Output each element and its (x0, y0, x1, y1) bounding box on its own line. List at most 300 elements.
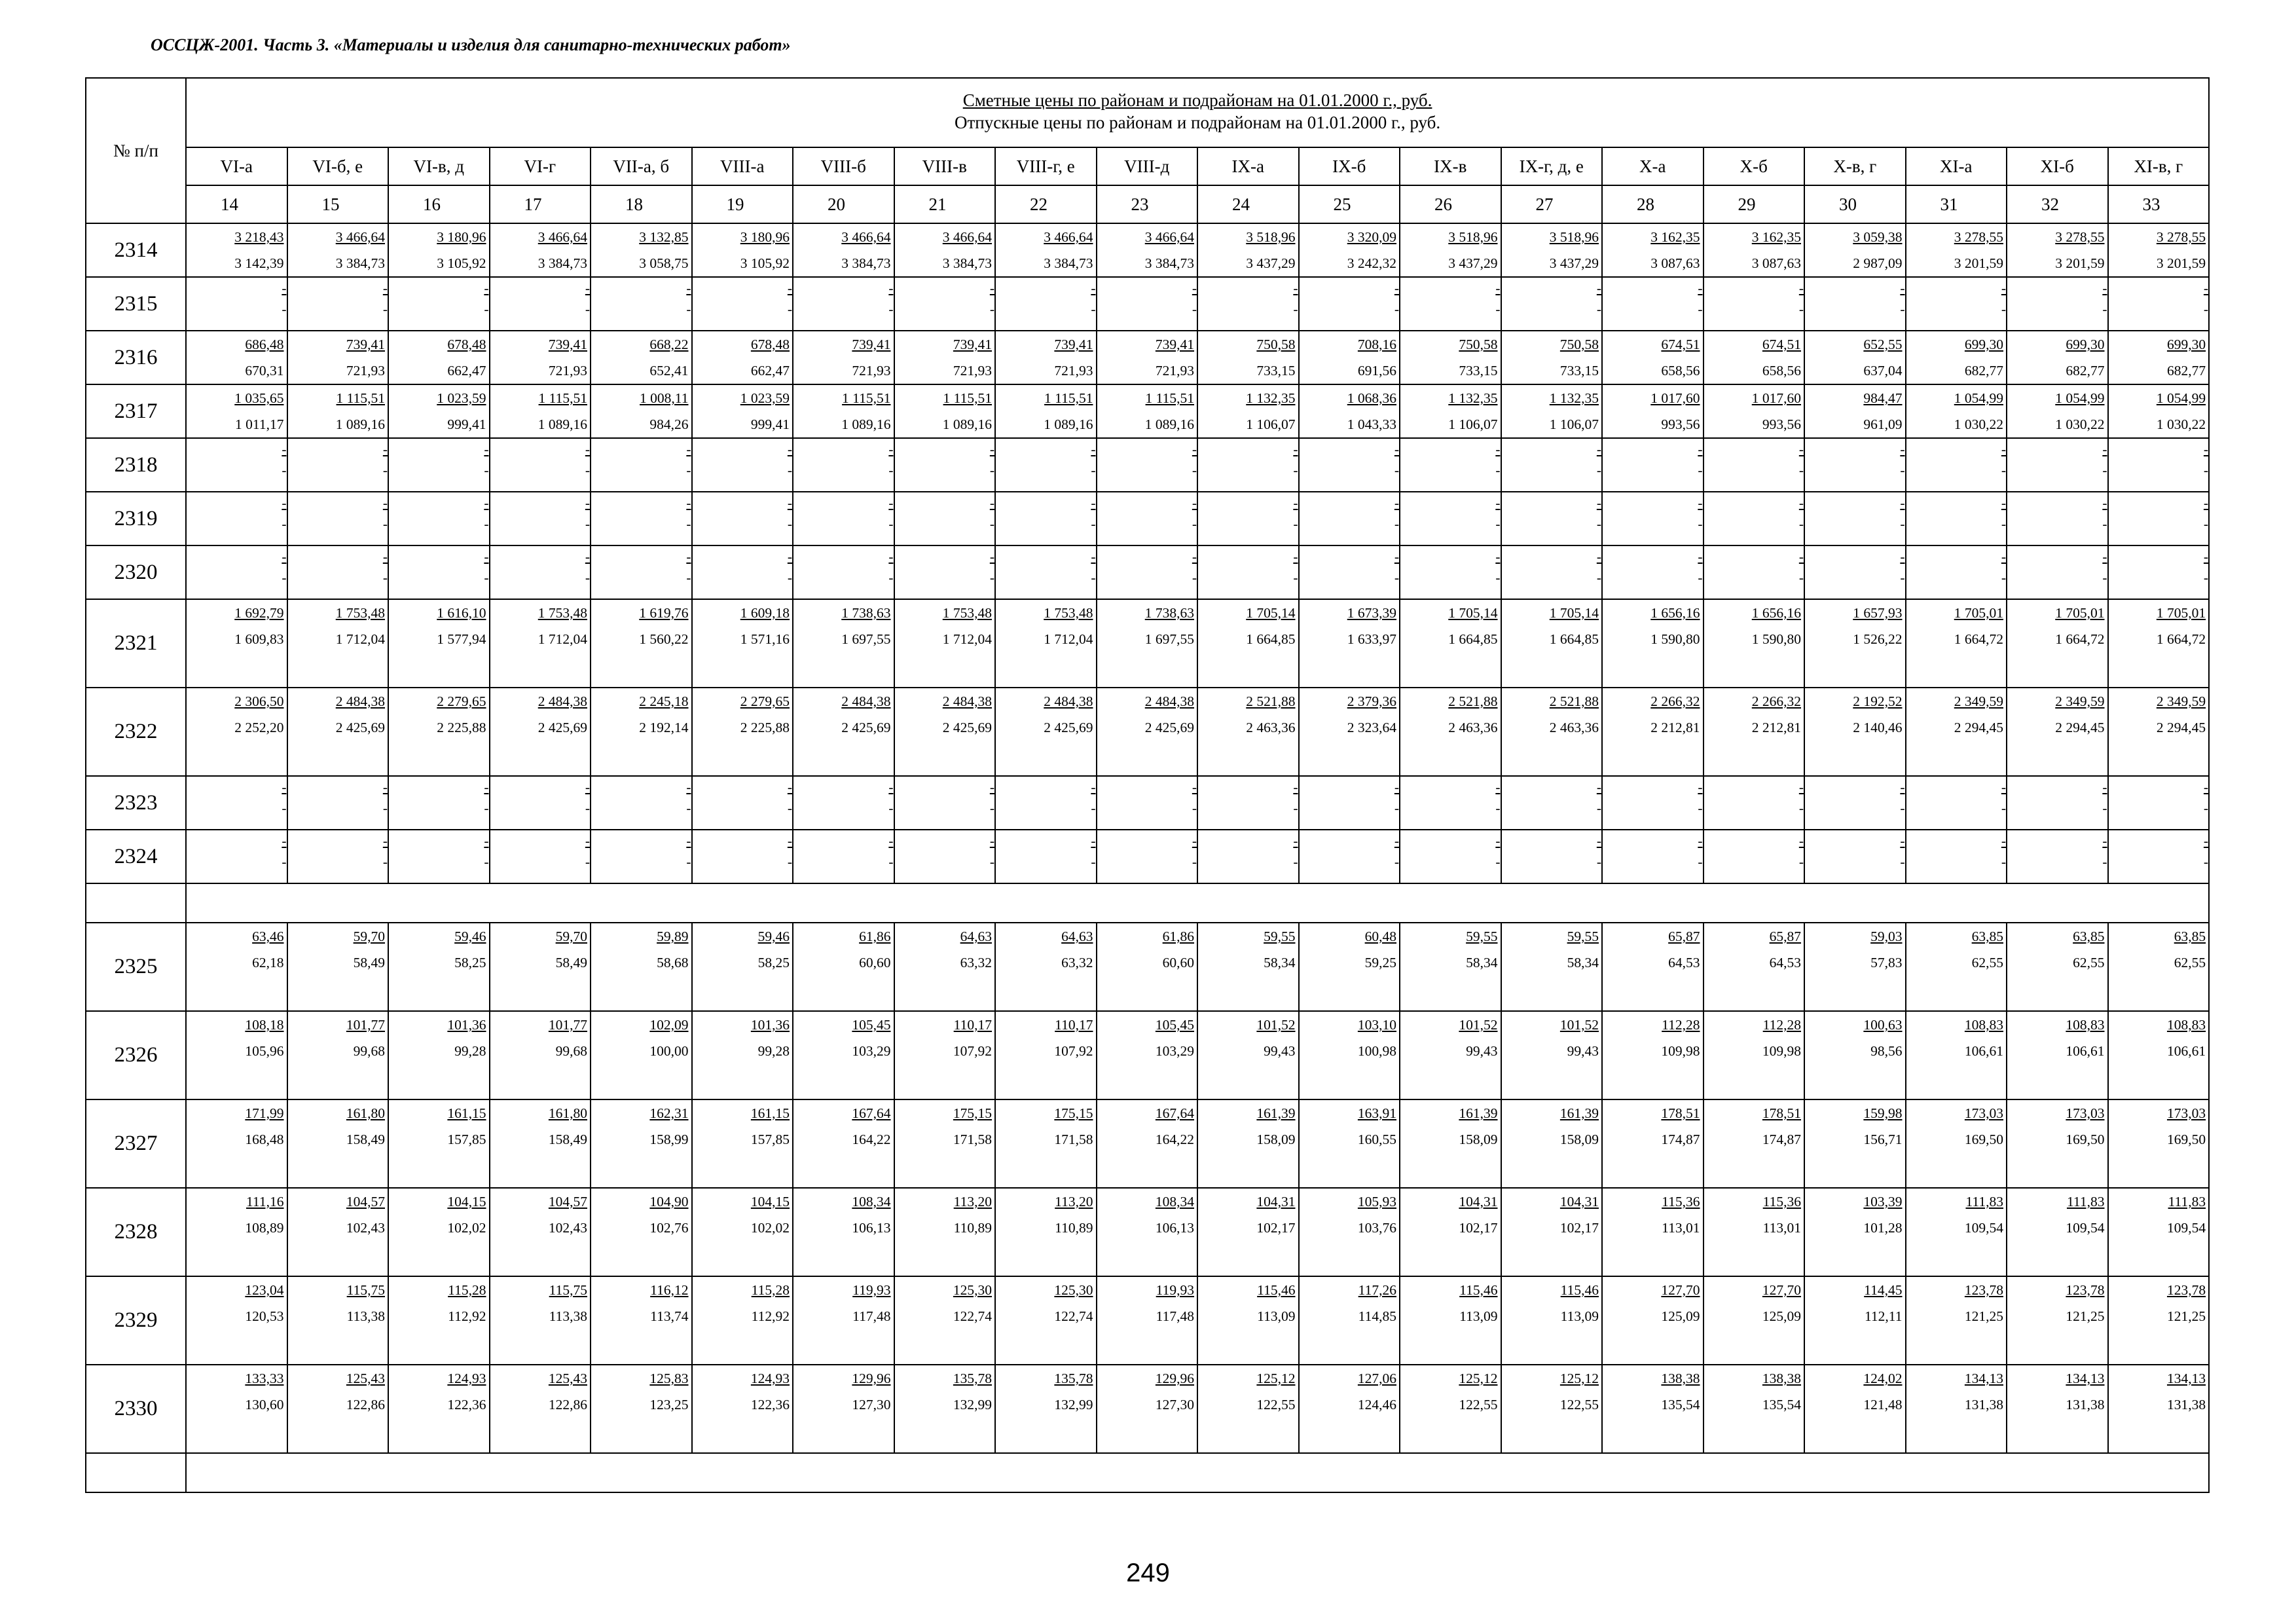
selling-price-dash: - (686, 800, 691, 816)
selling-price: 2 192,14 (639, 720, 689, 735)
estimated-price: 178,51 (1762, 1105, 1801, 1121)
empty-price-cell (591, 492, 692, 545)
estimated-price: 1 619,76 (639, 605, 689, 621)
price-cell (490, 384, 591, 438)
estimated-price: 59,70 (353, 929, 385, 944)
estimated-price: 115,28 (448, 1282, 486, 1298)
selling-price: 2 225,88 (740, 720, 790, 735)
price-cell (186, 1188, 287, 1276)
estimated-price-dash: - (2102, 549, 2107, 564)
price-cell (1197, 923, 1299, 1011)
selling-price-dash: - (1293, 854, 1298, 870)
price-cell (388, 1011, 490, 1099)
empty-price-cell (1602, 438, 1704, 492)
estimated-price: 59,46 (454, 929, 486, 944)
price-cell (995, 1365, 1097, 1453)
separator-cell (86, 883, 186, 923)
selling-price: 130,60 (245, 1397, 284, 1412)
price-cell (1906, 384, 2007, 438)
empty-price-cell (1197, 776, 1299, 830)
estimated-price: 100,63 (1863, 1017, 1903, 1033)
selling-price-dash: - (585, 570, 590, 585)
selling-price: 984,26 (649, 416, 689, 432)
district-header: VI-б, е (287, 147, 389, 185)
price-cell (2108, 599, 2210, 688)
column-number: 25 (1299, 185, 1400, 223)
district-header: IX-б (1299, 147, 1400, 185)
selling-price: 1 712,04 (1044, 631, 1093, 647)
selling-price: 1 106,07 (1448, 416, 1498, 432)
estimated-price: 117,26 (1358, 1282, 1396, 1298)
selling-price: 122,55 (1256, 1397, 1296, 1412)
selling-price: 109,54 (2166, 1220, 2206, 1236)
price-cell (186, 688, 287, 776)
price-cell (1602, 599, 1704, 688)
price-cell (1501, 384, 1603, 438)
estimated-price: 65,87 (1668, 929, 1700, 944)
price-cell (287, 1099, 389, 1188)
estimated-price: 2 484,38 (335, 693, 385, 709)
empty-price-cell (1804, 277, 1906, 331)
selling-prices-caption: Отпускные цены по районам и подрайонам на 01.01.2000 г., руб. (954, 113, 1441, 132)
table-row (86, 1276, 2209, 1365)
empty-price-cell (591, 277, 692, 331)
row-number: 2328 (86, 1188, 186, 1276)
price-cell (1501, 599, 1603, 688)
estimated-price: 161,80 (346, 1105, 385, 1121)
price-cell (388, 1365, 490, 1453)
selling-price-dash: - (888, 301, 894, 317)
selling-price: 113,09 (1257, 1308, 1296, 1324)
price-cell (2007, 223, 2108, 277)
empty-price-cell (1299, 776, 1400, 830)
estimated-price: 173,03 (2066, 1105, 2105, 1121)
price-cell (2108, 1099, 2210, 1188)
price-cell (388, 599, 490, 688)
price-cell (2007, 384, 2108, 438)
selling-price: 124,46 (1357, 1397, 1396, 1412)
selling-price: 114,85 (1358, 1308, 1396, 1324)
price-cell (591, 1276, 692, 1365)
price-cell (1400, 688, 1501, 776)
selling-price-dash: - (1698, 570, 1703, 585)
column-number: 14 (186, 185, 287, 223)
estimated-price-dash: - (2001, 441, 2006, 457)
empty-price-cell (1704, 438, 1805, 492)
selling-price: 2 425,69 (1144, 720, 1194, 735)
selling-price: 113,01 (1762, 1220, 1801, 1236)
price-cell (186, 923, 287, 1011)
selling-price: 2 294,45 (2156, 720, 2206, 735)
selling-price: 168,48 (245, 1132, 284, 1147)
estimated-price: 173,03 (1964, 1105, 2003, 1121)
selling-price: 1 030,22 (2156, 416, 2206, 432)
empty-price-cell (2007, 545, 2108, 599)
price-cell (692, 1099, 793, 1188)
empty-price-cell (490, 492, 591, 545)
column-number: 31 (1906, 185, 2007, 223)
price-cell (1602, 1188, 1704, 1276)
price-cell (1501, 688, 1603, 776)
empty-price-cell (1704, 492, 1805, 545)
price-cell (287, 923, 389, 1011)
district-header: IX-в (1400, 147, 1501, 185)
empty-price-cell (1097, 830, 1198, 883)
selling-price: 3 058,75 (639, 255, 689, 271)
empty-price-cell (894, 277, 996, 331)
estimated-price: 63,46 (252, 929, 284, 944)
selling-price: 1 526,22 (1853, 631, 1903, 647)
estimated-price-dash: - (888, 495, 894, 511)
price-cell (1906, 1011, 2007, 1099)
price-cell (1097, 1011, 1198, 1099)
selling-price: 2 425,69 (942, 720, 992, 735)
table-row (86, 1011, 2209, 1099)
empty-price-cell (287, 830, 389, 883)
estimated-price: 3 278,55 (2156, 229, 2206, 245)
estimated-price-dash: - (787, 495, 792, 511)
selling-price: 164,22 (852, 1132, 891, 1147)
estimated-price-dash: - (888, 549, 894, 564)
selling-price-dash: - (382, 800, 388, 816)
table-row (86, 384, 2209, 438)
selling-price: 102,02 (447, 1220, 486, 1236)
price-cell (1097, 1188, 1198, 1276)
selling-price-dash: - (382, 516, 388, 532)
price-cell (591, 1099, 692, 1188)
selling-price-dash: - (989, 570, 994, 585)
price-cell (1299, 1365, 1400, 1453)
selling-price-dash: - (484, 854, 489, 870)
estimated-price: 2 245,18 (639, 693, 689, 709)
price-cell (1097, 384, 1198, 438)
price-cell (1299, 1011, 1400, 1099)
price-cell (1906, 688, 2007, 776)
selling-price-dash: - (888, 516, 894, 532)
selling-price: 721,93 (1155, 363, 1194, 378)
column-number: 30 (1804, 185, 1906, 223)
empty-price-cell (793, 277, 894, 331)
estimated-price: 3 278,55 (1954, 229, 2003, 245)
estimated-price-dash: - (1596, 549, 1601, 564)
price-cell (995, 1188, 1097, 1276)
estimated-price: 108,83 (2166, 1017, 2206, 1033)
price-cell (287, 384, 389, 438)
estimated-price-dash: - (282, 833, 287, 849)
estimated-price-dash: - (1798, 779, 1804, 795)
selling-price: 1 106,07 (1549, 416, 1599, 432)
estimated-price-dash: - (282, 441, 287, 457)
estimated-price: 127,06 (1357, 1371, 1396, 1386)
estimated-price-dash: - (1900, 441, 1905, 457)
estimated-price: 59,70 (555, 929, 587, 944)
estimated-price: 178,51 (1661, 1105, 1700, 1121)
selling-price: 658,56 (1661, 363, 1700, 378)
selling-price-dash: - (888, 570, 894, 585)
estimated-price: 1 656,16 (1751, 605, 1801, 621)
selling-price: 1 664,72 (1954, 631, 2003, 647)
price-cell (1501, 223, 1603, 277)
district-header-row (86, 147, 2209, 185)
price-cell (1299, 599, 1400, 688)
selling-price-dash: - (282, 800, 287, 816)
price-cell (1704, 384, 1805, 438)
district-header: X-а (1602, 147, 1704, 185)
selling-price-dash: - (989, 516, 994, 532)
selling-price: 721,93 (1054, 363, 1093, 378)
selling-price: 106,61 (2066, 1043, 2105, 1059)
selling-price: 58,34 (1264, 955, 1296, 970)
estimated-price-dash: - (1798, 549, 1804, 564)
price-cell (793, 1011, 894, 1099)
price-cell (591, 1011, 692, 1099)
price-cell (894, 1099, 996, 1188)
estimated-price: 65,87 (1769, 929, 1801, 944)
price-cell (1400, 923, 1501, 1011)
selling-price: 135,54 (1661, 1397, 1700, 1412)
selling-price: 58,34 (1466, 955, 1498, 970)
column-number: 20 (793, 185, 894, 223)
selling-price: 2 294,45 (2055, 720, 2105, 735)
selling-price-dash: - (1293, 516, 1298, 532)
district-header: X-б (1704, 147, 1805, 185)
price-cell (1602, 1099, 1704, 1188)
estimated-price: 2 349,59 (2055, 693, 2105, 709)
price-cell (1197, 1276, 1299, 1365)
estimated-price: 116,12 (650, 1282, 689, 1298)
estimated-price: 114,45 (1864, 1282, 1903, 1298)
estimated-price: 2 521,88 (1549, 693, 1599, 709)
empty-price-cell (1804, 830, 1906, 883)
estimated-price: 3 162,35 (1650, 229, 1700, 245)
estimated-price-dash: - (484, 495, 489, 511)
selling-price-dash: - (382, 462, 388, 478)
selling-price: 637,04 (1863, 363, 1903, 378)
empty-price-cell (1906, 438, 2007, 492)
estimated-price: 138,38 (1661, 1371, 1700, 1386)
separator-cell (186, 1453, 2209, 1492)
table-row (86, 277, 2209, 331)
selling-price-dash: - (1798, 570, 1804, 585)
empty-price-cell (1602, 776, 1704, 830)
price-cell (2007, 331, 2108, 384)
estimated-price: 134,13 (2066, 1371, 2105, 1386)
row-number: 2320 (86, 545, 186, 599)
selling-price-dash: - (1495, 854, 1501, 870)
selling-price: 112,92 (448, 1308, 486, 1324)
selling-price-dash: - (1091, 462, 1096, 478)
estimated-price: 3 162,35 (1751, 229, 1801, 245)
empty-price-cell (1299, 438, 1400, 492)
selling-price: 158,49 (548, 1132, 587, 1147)
price-cell (1299, 1099, 1400, 1188)
selling-price: 59,25 (1364, 955, 1396, 970)
estimated-price: 101,77 (346, 1017, 385, 1033)
empty-price-cell (995, 776, 1097, 830)
estimated-price: 699,30 (1964, 337, 2003, 352)
price-cell (995, 1276, 1097, 1365)
selling-price: 62,55 (2073, 955, 2105, 970)
selling-price: 2 323,64 (1347, 720, 1396, 735)
selling-price-dash: - (989, 800, 994, 816)
selling-price: 3 105,92 (740, 255, 790, 271)
row-number-header: № п/п (86, 78, 186, 223)
estimated-price: 105,45 (1155, 1017, 1194, 1033)
selling-price-dash: - (686, 516, 691, 532)
estimated-price: 101,36 (447, 1017, 486, 1033)
selling-price-dash: - (1596, 854, 1601, 870)
selling-price: 58,49 (353, 955, 385, 970)
selling-price-dash: - (1495, 462, 1501, 478)
estimated-price-dash: - (989, 833, 994, 849)
estimated-price: 750,58 (1256, 337, 1296, 352)
estimated-price-dash: - (686, 549, 691, 564)
price-cell (1197, 1011, 1299, 1099)
empty-price-cell (894, 492, 996, 545)
estimated-price: 1 705,01 (2055, 605, 2105, 621)
selling-price: 113,38 (549, 1308, 587, 1324)
estimated-price: 161,39 (1256, 1105, 1296, 1121)
table-row (86, 438, 2209, 492)
estimated-price: 104,57 (346, 1194, 385, 1209)
selling-price-dash: - (484, 516, 489, 532)
empty-price-cell (287, 776, 389, 830)
estimated-price-dash: - (686, 280, 691, 296)
price-cell (1299, 384, 1400, 438)
column-number: 27 (1501, 185, 1603, 223)
selling-price-dash: - (686, 570, 691, 585)
estimated-price: 1 609,18 (740, 605, 790, 621)
price-cell (1804, 923, 1906, 1011)
selling-price: 105,96 (245, 1043, 284, 1059)
estimated-price: 64,63 (1061, 929, 1093, 944)
selling-price: 113,74 (650, 1308, 689, 1324)
price-cell (793, 923, 894, 1011)
estimated-price-dash: - (787, 441, 792, 457)
estimated-price: 175,15 (953, 1105, 992, 1121)
price-cell (1299, 688, 1400, 776)
selling-price: 127,30 (1155, 1397, 1194, 1412)
selling-price: 102,76 (649, 1220, 689, 1236)
price-cell (1299, 331, 1400, 384)
estimated-price-dash: - (1900, 833, 1905, 849)
table-row (86, 599, 2209, 688)
selling-price: 174,87 (1661, 1132, 1700, 1147)
selling-price: 122,36 (447, 1397, 486, 1412)
price-cell (995, 923, 1097, 1011)
selling-price: 132,99 (953, 1397, 992, 1412)
price-cell (692, 599, 793, 688)
selling-price-dash: - (989, 301, 994, 317)
price-cell (1906, 1188, 2007, 1276)
price-cell (1097, 599, 1198, 688)
selling-price: 102,17 (1559, 1220, 1599, 1236)
column-number: 17 (490, 185, 591, 223)
selling-price: 58,49 (555, 955, 587, 970)
estimated-price: 134,13 (1964, 1371, 2003, 1386)
estimated-price: 115,46 (1257, 1282, 1296, 1298)
empty-price-cell (1400, 438, 1501, 492)
empty-price-cell (1704, 830, 1805, 883)
price-cell (1704, 1011, 1805, 1099)
empty-price-cell (2108, 545, 2210, 599)
selling-price-dash: - (1495, 516, 1501, 532)
empty-price-cell (1197, 830, 1299, 883)
estimated-price: 2 349,59 (2156, 693, 2206, 709)
selling-price: 98,56 (1870, 1043, 1903, 1059)
estimated-price: 161,15 (750, 1105, 790, 1121)
estimated-price-dash: - (787, 280, 792, 296)
estimated-price: 2 266,32 (1751, 693, 1801, 709)
estimated-price-dash: - (1091, 441, 1096, 457)
estimated-price: 108,83 (2066, 1017, 2105, 1033)
selling-price: 1 560,22 (639, 631, 689, 647)
estimated-price: 739,41 (1155, 337, 1194, 352)
estimated-price: 739,41 (953, 337, 992, 352)
empty-price-cell (388, 830, 490, 883)
estimated-price-dash: - (1091, 495, 1096, 511)
price-cell (1097, 1099, 1198, 1188)
estimated-price: 2 306,50 (234, 693, 284, 709)
estimated-price-dash: - (1192, 441, 1197, 457)
estimated-price: 125,43 (548, 1371, 587, 1386)
estimated-price: 115,46 (1459, 1282, 1498, 1298)
estimated-price: 127,70 (1661, 1282, 1700, 1298)
estimated-price: 2 484,38 (841, 693, 891, 709)
estimated-price-dash: - (382, 495, 388, 511)
selling-price: 1 712,04 (538, 631, 587, 647)
selling-price-dash: - (1394, 854, 1399, 870)
selling-price-dash: - (2203, 462, 2209, 478)
table-row (86, 830, 2209, 883)
estimated-price: 3 180,96 (437, 229, 486, 245)
price-cell (894, 688, 996, 776)
price-cell (186, 331, 287, 384)
district-header: VIII-г, е (995, 147, 1097, 185)
column-number: 18 (591, 185, 692, 223)
selling-price-dash: - (1394, 570, 1399, 585)
estimated-price: 708,16 (1357, 337, 1396, 352)
estimated-price-dash: - (1293, 280, 1298, 296)
selling-price-dash: - (686, 301, 691, 317)
price-cell (591, 331, 692, 384)
estimated-price-dash: - (888, 833, 894, 849)
empty-price-cell (1804, 776, 1906, 830)
empty-price-cell (692, 438, 793, 492)
price-cell (894, 1188, 996, 1276)
selling-price: 117,48 (1156, 1308, 1194, 1324)
estimated-price-dash: - (1091, 779, 1096, 795)
estimated-price: 1 054,99 (1954, 390, 2003, 406)
selling-price: 2 987,09 (1853, 255, 1903, 271)
estimated-price: 678,48 (750, 337, 790, 352)
estimated-price: 1 068,36 (1347, 390, 1396, 406)
estimated-price: 115,75 (346, 1282, 385, 1298)
estimated-price-dash: - (2203, 549, 2209, 564)
selling-price: 169,50 (2066, 1132, 2105, 1147)
selling-price-dash: - (2102, 301, 2107, 317)
selling-price-dash: - (2203, 800, 2209, 816)
price-cell (793, 331, 894, 384)
estimated-price-dash: - (1698, 280, 1703, 296)
selling-price: 121,25 (2166, 1308, 2206, 1324)
price-cell (1501, 1099, 1603, 1188)
estimated-price: 1 115,51 (1145, 390, 1194, 406)
row-number: 2317 (86, 384, 186, 438)
selling-price: 103,29 (1155, 1043, 1194, 1059)
empty-price-cell (1197, 545, 1299, 599)
estimated-price: 1 023,59 (437, 390, 486, 406)
